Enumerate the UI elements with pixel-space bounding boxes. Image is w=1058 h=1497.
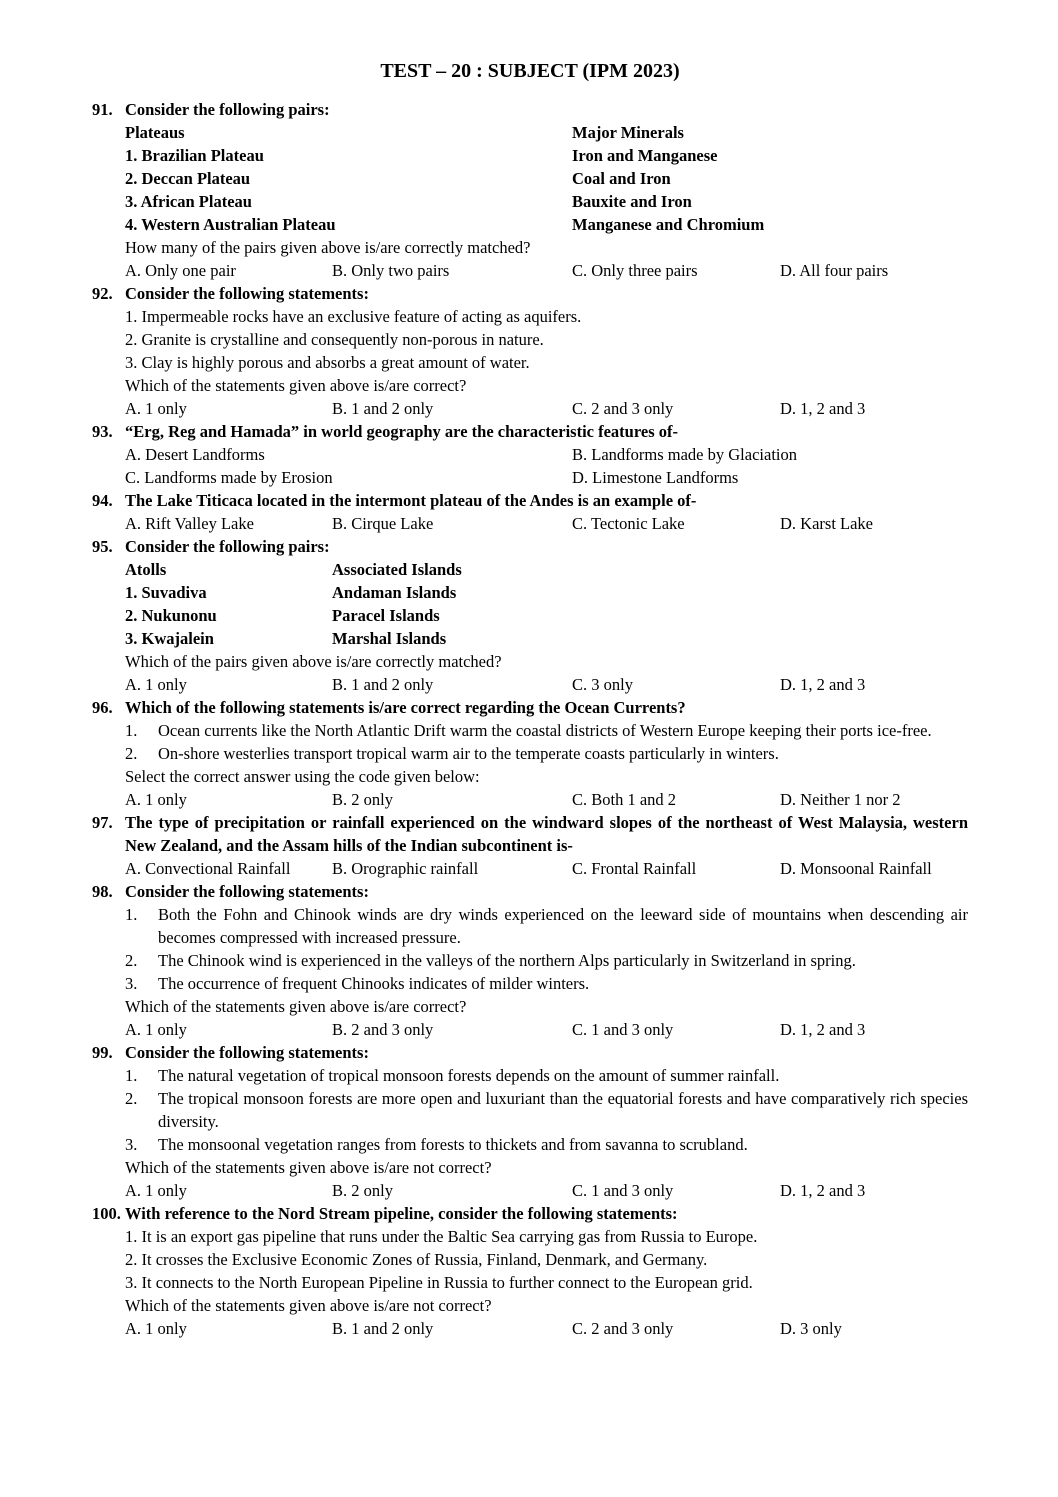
option-cell: D. 1, 2 and 3 <box>780 675 866 694</box>
question-prompt: Consider the following statements: <box>125 882 369 901</box>
option-cell: D. 1, 2 and 3 <box>780 399 866 418</box>
option-cell: D. Monsoonal Rainfall <box>780 859 932 878</box>
question-prompt: Which of the following statements is/are correct regarding the Ocean Currents? <box>125 698 686 717</box>
question-prompt: Consider the following statements: <box>125 284 369 303</box>
statement-number: 3. <box>125 974 138 993</box>
option-cell: A. 1 only <box>125 675 187 694</box>
options-row <box>125 788 968 811</box>
statement <box>125 742 968 765</box>
option-cell: D. 1, 2 and 3 <box>780 1020 866 1039</box>
statement <box>125 903 968 949</box>
statement <box>125 305 968 328</box>
options-row <box>125 443 968 489</box>
option-cell: D. Neither 1 nor 2 <box>780 790 901 809</box>
option-cell: C. 2 and 3 only <box>572 1319 674 1338</box>
closing-line: How many of the pairs given above is/are correctly matched? <box>125 238 531 257</box>
statement-number: 1. <box>125 1227 138 1246</box>
question-number: 91. <box>92 100 113 119</box>
question-number: 92. <box>92 284 113 303</box>
pair-right: Andaman Islands <box>332 583 457 602</box>
option-cell: D. All four pairs <box>780 261 889 280</box>
options-row <box>125 1018 968 1041</box>
pair-right: Major Minerals <box>572 123 684 142</box>
pair-right: Coal and Iron <box>572 169 671 188</box>
option-cell: B. Cirque Lake <box>332 514 434 533</box>
option-cell: D. 1, 2 and 3 <box>780 1181 866 1200</box>
option-cell: A. Rift Valley Lake <box>125 514 254 533</box>
pair-left: 2. Nukunonu <box>125 606 217 625</box>
question-number: 96. <box>92 698 113 717</box>
question-body <box>125 1202 968 1340</box>
statement-text: The monsoonal vegetation ranges from forests to thickets and from savanna to scrubland. <box>158 1135 748 1154</box>
statement <box>125 719 968 742</box>
statement <box>125 972 968 995</box>
option-cell: C. Only three pairs <box>572 261 698 280</box>
pair-left: 3. Kwajalein <box>125 629 214 648</box>
pair-row <box>125 627 968 650</box>
option-cell: A. 1 only <box>125 1020 187 1039</box>
statement-number: 2. <box>125 951 138 970</box>
question-block <box>92 696 968 811</box>
option-cell: B. 1 and 2 only <box>332 399 434 418</box>
pair-right: Marshal Islands <box>332 629 447 648</box>
statement-text: The occurrence of frequent Chinooks indicates of milder winters. <box>158 974 590 993</box>
option-cell: B. 1 and 2 only <box>332 675 434 694</box>
option-cell: B. 2 only <box>332 1181 393 1200</box>
options-row <box>125 397 968 420</box>
options-row <box>125 512 968 535</box>
question-block <box>92 880 968 1041</box>
statement <box>125 1087 968 1133</box>
question-body <box>125 98 968 282</box>
question-number: 94. <box>92 491 113 510</box>
statement-number: 3. <box>125 1273 138 1292</box>
question-prompt: Consider the following statements: <box>125 1043 369 1062</box>
option-cell: C. 2 and 3 only <box>572 399 674 418</box>
closing-line: Select the correct answer using the code given below: <box>125 767 480 786</box>
statement-number: 2. <box>125 744 138 763</box>
option-cell: C. 1 and 3 only <box>572 1020 674 1039</box>
option-cell: C. Tectonic Lake <box>572 514 685 533</box>
option-cell: A. Desert Landforms <box>125 445 265 464</box>
statement-text: Ocean currents like the North Atlantic Drift warm the coastal districts of Western Europe keeping their ports ice-free. <box>158 721 932 740</box>
statement-number: 2. <box>125 1250 138 1269</box>
statement-number: 2. <box>125 330 138 349</box>
option-cell: D. Limestone Landforms <box>572 468 739 487</box>
options-row <box>125 673 968 696</box>
question-prompt: “Erg, Reg and Hamada” in world geography are the characteristic features of- <box>125 422 678 441</box>
question-prompt: The Lake Titicaca located in the intermont plateau of the Andes is an example of- <box>125 491 697 510</box>
question-number: 100. <box>92 1204 121 1223</box>
statement-text: The natural vegetation of tropical monsoon forests depends on the amount of summer rainfall. <box>158 1066 780 1085</box>
statement <box>125 1225 968 1248</box>
option-cell: D. Karst Lake <box>780 514 874 533</box>
statement-number: 1. <box>125 1066 138 1085</box>
statement-text: The Chinook wind is experienced in the valleys of the northern Alps particularly in Switzerland in spring. <box>158 951 856 970</box>
question-number: 98. <box>92 882 113 901</box>
statement-number: 1. <box>125 905 138 924</box>
statement-text: It is an export gas pipeline that runs under the Baltic Sea carrying gas from Russia to Europe. <box>141 1227 758 1246</box>
statement-number: 3. <box>125 1135 138 1154</box>
option-cell: B. Only two pairs <box>332 261 450 280</box>
pair-right: Bauxite and Iron <box>572 192 692 211</box>
question-body <box>125 282 968 420</box>
pair-left: Plateaus <box>125 123 185 142</box>
statement-text: On-shore westerlies transport tropical warm air to the temperate coasts particularly in winters. <box>158 744 779 763</box>
question-block <box>92 420 968 489</box>
pair-left: 4. Western Australian Plateau <box>125 215 336 234</box>
pair-row <box>125 213 968 236</box>
option-cell: A. Only one pair <box>125 261 236 280</box>
statement <box>125 949 968 972</box>
question-prompt: Consider the following pairs: <box>125 100 330 119</box>
question-prompt: The type of precipitation or rainfall experienced on the windward slopes of the northeast of West Malaysia, western New Zealand, and the Assam hills of the Indian subcontinent is- <box>125 813 968 855</box>
pair-right: Manganese and Chromium <box>572 215 765 234</box>
statement-text: Granite is crystalline and consequently non-porous in nature. <box>141 330 544 349</box>
question-prompt: With reference to the Nord Stream pipeline, consider the following statements: <box>125 1204 678 1223</box>
pair-row <box>125 190 968 213</box>
statement <box>125 351 968 374</box>
statement <box>125 328 968 351</box>
question-block <box>92 1041 968 1202</box>
option-cell: A. 1 only <box>125 1319 187 1338</box>
question-body <box>125 1041 968 1202</box>
question-number: 95. <box>92 537 113 556</box>
pair-right: Associated Islands <box>332 560 462 579</box>
pair-row <box>125 167 968 190</box>
pair-left: 2. Deccan Plateau <box>125 169 251 188</box>
question-body <box>125 420 968 489</box>
statement-text: Both the Fohn and Chinook winds are dry winds experienced on the leeward side of mountains when descending air becomes compressed with increased pressure. <box>158 905 968 947</box>
statement-text: The tropical monsoon forests are more open and luxuriant than the equatorial forests and have comparatively rich species diversity. <box>158 1089 968 1131</box>
option-cell: B. 2 only <box>332 790 393 809</box>
option-cell: B. Landforms made by Glaciation <box>572 445 797 464</box>
statement <box>125 1133 968 1156</box>
statement-number: 3. <box>125 353 138 372</box>
option-cell: C. Frontal Rainfall <box>572 859 697 878</box>
option-cell: A. Convectional Rainfall <box>125 859 291 878</box>
option-cell: A. 1 only <box>125 399 187 418</box>
question-body <box>125 811 968 880</box>
option-cell: B. 2 and 3 only <box>332 1020 434 1039</box>
statement-number: 1. <box>125 307 138 326</box>
question-prompt: Consider the following pairs: <box>125 537 330 556</box>
option-cell: C. Both 1 and 2 <box>572 790 677 809</box>
statement <box>125 1064 968 1087</box>
pair-left: Atolls <box>125 560 167 579</box>
questions-list <box>92 98 968 1340</box>
statement <box>125 1271 968 1294</box>
page-title: TEST – 20 : SUBJECT (IPM 2023) <box>380 60 680 82</box>
statement-number: 1. <box>125 721 138 740</box>
question-body <box>125 880 968 1041</box>
pair-row <box>125 121 968 144</box>
option-cell: C. 1 and 3 only <box>572 1181 674 1200</box>
closing-line: Which of the statements given above is/are correct? <box>125 997 467 1016</box>
option-cell: C. 3 only <box>572 675 633 694</box>
question-block <box>92 98 968 282</box>
question-block <box>92 811 968 880</box>
question-body <box>125 489 968 535</box>
options-row <box>125 1317 968 1340</box>
pair-left: 3. African Plateau <box>125 192 252 211</box>
statement-text: Clay is highly porous and absorbs a great amount of water. <box>141 353 530 372</box>
statement <box>125 1248 968 1271</box>
statement-number: 2. <box>125 1089 138 1108</box>
pair-row <box>125 558 968 581</box>
statement-text: It connects to the North European Pipeline in Russia to further connect to the European grid. <box>141 1273 753 1292</box>
pair-row <box>125 144 968 167</box>
question-body <box>125 535 968 696</box>
pair-left: 1. Brazilian Plateau <box>125 146 264 165</box>
pair-row <box>125 581 968 604</box>
option-cell: B. Orographic rainfall <box>332 859 479 878</box>
option-cell: A. 1 only <box>125 1181 187 1200</box>
options-row <box>125 1179 968 1202</box>
pair-left: 1. Suvadiva <box>125 583 207 602</box>
closing-line: Which of the pairs given above is/are correctly matched? <box>125 652 502 671</box>
pair-right: Paracel Islands <box>332 606 440 625</box>
question-block <box>92 489 968 535</box>
question-block <box>92 282 968 420</box>
option-cell: A. 1 only <box>125 790 187 809</box>
pair-right: Iron and Manganese <box>572 146 718 165</box>
question-number: 97. <box>92 813 113 832</box>
closing-line: Which of the statements given above is/are not correct? <box>125 1296 492 1315</box>
question-block <box>92 1202 968 1340</box>
options-row <box>125 857 968 880</box>
option-cell: B. 1 and 2 only <box>332 1319 434 1338</box>
closing-line: Which of the statements given above is/are correct? <box>125 376 467 395</box>
options-row <box>125 259 968 282</box>
statement-text: Impermeable rocks have an exclusive feature of acting as aquifers. <box>141 307 582 326</box>
question-number: 93. <box>92 422 113 441</box>
question-block <box>92 535 968 696</box>
question-body <box>125 696 968 811</box>
question-number: 99. <box>92 1043 113 1062</box>
closing-line: Which of the statements given above is/are not correct? <box>125 1158 492 1177</box>
option-cell: D. 3 only <box>780 1319 842 1338</box>
pair-row <box>125 604 968 627</box>
statement-text: It crosses the Exclusive Economic Zones of Russia, Finland, Denmark, and Germany. <box>141 1250 708 1269</box>
option-cell: C. Landforms made by Erosion <box>125 468 333 487</box>
